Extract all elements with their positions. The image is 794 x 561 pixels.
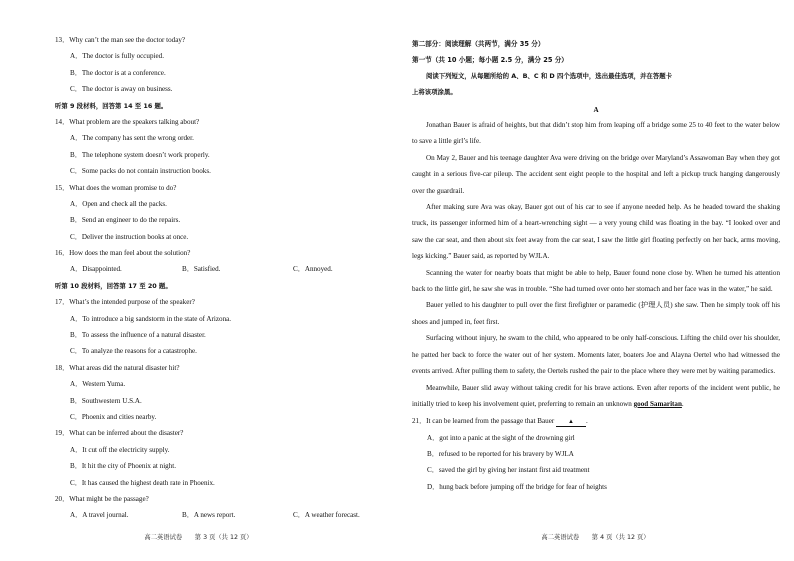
option: A．It cut off the electricity supply. [70, 445, 170, 454]
option: A．Disappointed. [70, 265, 122, 274]
option: A．A travel journal. [70, 511, 129, 520]
question-21-option: D．hung back before jumping off the bridge for fear of heights [427, 482, 607, 491]
option: B．The doctor is at a conference. [70, 68, 166, 77]
question: 18．What areas did the natural disaster hit? [55, 363, 180, 372]
section-title: 第一节（共 10 小题；每小题 2.5 分，满分 25 分） [412, 56, 568, 64]
question: 17．What’s the intended purpose of the speaker? [55, 298, 195, 307]
last-para-text: Meanwhile, Bauer slid away without taking credit for his brave actions. Even after reports of the incident went public, he initially tried to keep his involvement quiet, preferring to remain an unknown [412, 383, 780, 408]
question-21-option: A．got into a panic at the sight of the drowning girl [427, 433, 575, 442]
question-21-option: C．saved the girl by giving her instant first aid treatment [427, 466, 590, 475]
option-row [55, 511, 385, 527]
option: B．Satisfied. [182, 265, 221, 274]
option: B．It hit the city of Phoenix at night. [70, 462, 177, 471]
option: A．To introduce a big sandstorm in the state of Arizona. [70, 314, 232, 323]
option: C．A weather forecast. [293, 511, 360, 520]
option-row [55, 265, 385, 281]
option: A．The doctor is fully occupied. [70, 52, 164, 61]
option: B．A news report. [182, 511, 236, 520]
passage-paragraph: Surfacing without injury, he swam to the child, who appeared to be only half-conscious. Lifting the child over his shoulder, he patted her back to force the water out of her system. Moments later, boaters Joe and Alayna Oertel who had witnessed the events arrived. After pulling them to safety, the Oertels rushed the pair to the place where they were met by waiting paramedics. [412, 334, 780, 376]
option: B．To assess the influence of a natural disaster. [70, 331, 206, 340]
instruction-line-1: 阅读下列短文，从每题所给的 A、B、C 和 D 四个选项中，选出最佳选项，并在答题卡 [426, 72, 672, 80]
instruction-line-2: 上将该项涂黑。 [412, 88, 457, 96]
question-21-stem: 21．It can be learned from the passage that Bauer [412, 417, 556, 426]
option: C．Deliver the instruction books at once. [70, 232, 189, 241]
passage-paragraph-last [412, 380, 780, 413]
option: C．Some packs do not contain instruction books. [70, 167, 211, 176]
left-page-footer: 高二英语试卷 第 3 页（共 12 页） [144, 534, 253, 541]
question-21-options [412, 430, 780, 496]
last-para-end: . [681, 399, 684, 408]
underlined-phrase: good Samaritan [633, 399, 682, 408]
option: C．The doctor is away on business. [70, 85, 173, 94]
right-page [397, 0, 794, 561]
question-21-end: . [585, 417, 588, 426]
question-21-option: B．refused to be reported for his bravery by WJLA [427, 450, 574, 459]
passage-paragraph: On May 2, Bauer and his teenage daughter Ava were driving on the bridge over Maryland’s Assawoman Bay when they got caught in a serious five-car pileup. The accident sent eight people to the hospital and left a pickup truck hanging dangerously over the guardrail. [412, 153, 780, 195]
option: A．Western Yuma. [70, 380, 126, 389]
option: C．Phoenix and cities nearby. [70, 412, 157, 421]
question: 13．Why can’t the man see the doctor today? [55, 36, 186, 44]
passage-letter: A [593, 106, 599, 114]
listening-section-heading: 听第 9 段材料，回答第 14 至 16 题。 [55, 101, 168, 110]
reading-section [412, 36, 780, 495]
option: B．Southwestern U.S.A. [70, 396, 142, 405]
passage-paragraph: Jonathan Bauer is afraid of heights, but that didn’t stop him from leaping off a bridge some 25 to 40 feet to the water below to save a little girl’s life. [412, 121, 780, 146]
question: 16．How does the man feel about the solution? [55, 249, 191, 258]
passage-paragraph: Scanning the water for nearby boats that might be able to help, Bauer found none close by. When he turned his attention back to the little girl, he saw she was in trouble. “She had turned over onto her stomach and her face was in the water,” he said. [412, 268, 780, 294]
passage-paragraph: Bauer yelled to his daughter to pull over the first firefighter or paramedic (护理人员) she saw. Then he simply took off his shoes and jumped in, feet first. [412, 301, 780, 326]
question: 20．What might be the passage? [55, 494, 149, 503]
option: A．Open and check all the packs. [70, 199, 167, 208]
option: C．It has caused the highest death rate in Phoenix. [70, 478, 215, 487]
left-question-column [55, 36, 385, 528]
option: C．Annoyed. [293, 265, 333, 274]
passage-paragraph: After making sure Ava was okay, Bauer got out of his car to see if anyone needed help. As he headed toward the shaking truck, its passenger informed him of a heart-wrenching sight — a very young child was floating in the bay. “I looked over and saw the car seat, and then about six feet away from the car seat, I saw the little girl floating perfectly on her back, arms moving, legs kicking.” Bauer said, as reported by WJLA. [412, 203, 780, 261]
answer-blank: ▲ [556, 418, 586, 427]
right-page-footer: 高二英语试卷 第 4 页（共 12 页） [541, 534, 650, 541]
question: 19．What can be inferred about the disaster? [55, 429, 184, 438]
option: A．The company has sent the wrong order. [70, 134, 194, 143]
option: C．To analyze the reasons for a catastrophe. [70, 347, 197, 356]
part-title: 第二部分：阅读理解（共两节，满分 35 分） [412, 40, 545, 48]
question-21 [412, 413, 780, 429]
question: 14．What problem are the speakers talking about? [55, 117, 200, 126]
question: 15．What does the woman promise to do? [55, 183, 177, 192]
passage-body [412, 117, 780, 380]
option: B．The telephone system doesn’t work properly. [70, 150, 210, 159]
listening-section-heading: 听第 10 段材料，回答第 17 至 20 题。 [55, 281, 172, 290]
option: B．Send an engineer to do the repairs. [70, 216, 181, 225]
